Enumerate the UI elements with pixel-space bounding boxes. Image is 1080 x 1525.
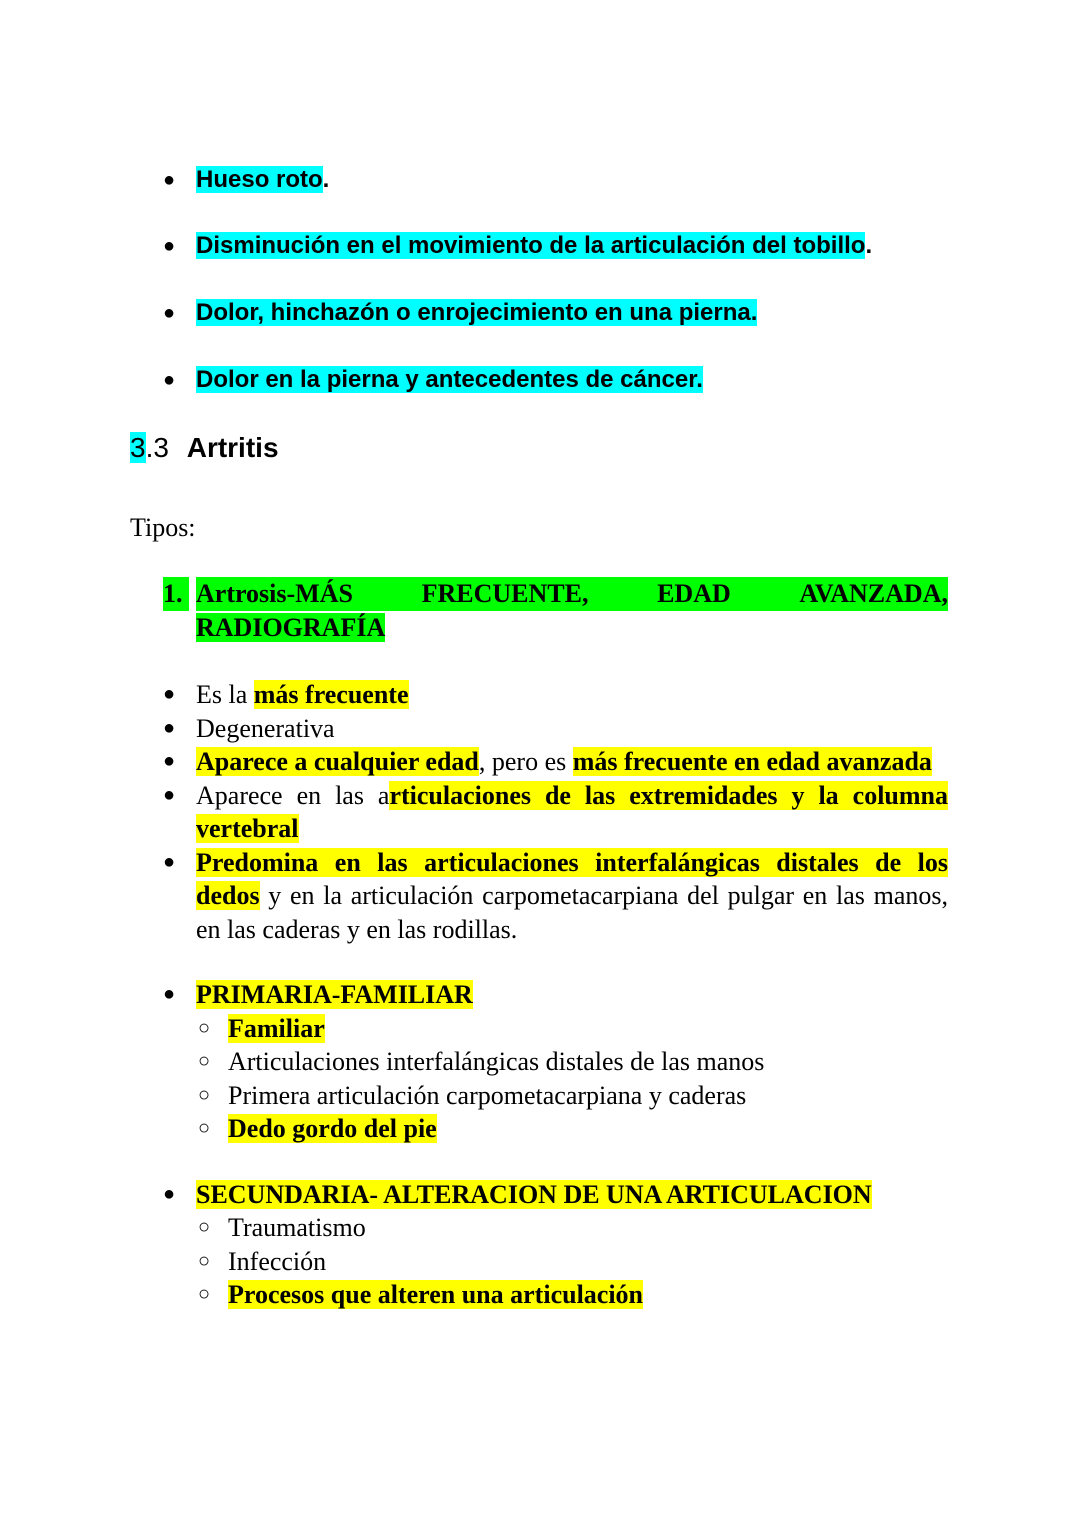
- section-title: Artritis: [186, 432, 279, 463]
- circle-bullet-icon: ○: [198, 1216, 211, 1238]
- bullet-icon: ●: [163, 683, 176, 705]
- sub-list-item: ○ Articulaciones interfalángicas distales de las manos: [130, 1045, 948, 1079]
- sub-list-item: ○ Infección: [130, 1245, 948, 1279]
- list-item: ● Predomina en las articulaciones interfalángicas distales de los dedos y en la articulación carpometacarpiana del pulgar en las manos, en las caderas y en las rodillas.: [163, 847, 948, 944]
- list-item: ● Degenerativa: [163, 712, 948, 746]
- list-item: ● Es la más frecuente: [163, 678, 948, 712]
- section-heading: [130, 430, 279, 466]
- circle-bullet-icon: ○: [198, 1283, 211, 1305]
- bullet-icon: ●: [163, 235, 176, 257]
- artrosis-list: [163, 678, 948, 1312]
- sub-list-item: ○ Familiar: [130, 1012, 948, 1046]
- item-number: 1.: [163, 577, 189, 611]
- section-subnumber: .3: [145, 432, 169, 463]
- bullet-icon: ●: [163, 850, 176, 873]
- numbered-line-2: RADIOGRAFÍA: [196, 613, 386, 642]
- sub-list-item: ○ Traumatismo: [130, 1211, 948, 1245]
- list-item-secundaria: ● SECUNDARIA- ALTERACION DE UNA ARTICULACION: [163, 1178, 948, 1212]
- list-item: ● Aparece a cualquier edad, pero es más frecuente en edad avanzada: [163, 745, 948, 779]
- bullet-icon: ●: [163, 169, 176, 191]
- circle-bullet-icon: ○: [198, 1249, 211, 1272]
- section-number: 3: [130, 432, 146, 463]
- tipos-label: Tipos:: [130, 513, 196, 542]
- list-item: ● Aparece en las articulaciones de las extremidades y la columna vertebral: [163, 780, 948, 843]
- circle-bullet-icon: ○: [198, 1083, 211, 1106]
- circle-bullet-icon: ○: [198, 1117, 211, 1139]
- sub-list-item: ○ Dedo gordo del pie: [130, 1112, 948, 1146]
- sub-list-item: ○ Primera articulación carpometacarpiana y caderas: [130, 1079, 948, 1113]
- bullet-icon: ●: [163, 716, 176, 739]
- bullet-icon: ●: [163, 302, 176, 324]
- bullet-icon: ●: [163, 783, 176, 806]
- circle-bullet-icon: ○: [198, 1016, 211, 1039]
- list-item-primaria: ● PRIMARIA-FAMILIAR: [163, 978, 948, 1012]
- bullet-icon: ●: [163, 369, 176, 391]
- bullet-icon: ●: [163, 1182, 176, 1205]
- bullet-icon: ●: [163, 750, 176, 772]
- bullet-icon: ●: [163, 983, 176, 1005]
- numbered-line-1: Artrosis-MÁS FRECUENTE, EDAD AVANZADA,: [196, 577, 948, 611]
- circle-bullet-icon: ○: [198, 1050, 211, 1072]
- sub-list-item: ○ Procesos que alteren una articulación: [130, 1278, 948, 1312]
